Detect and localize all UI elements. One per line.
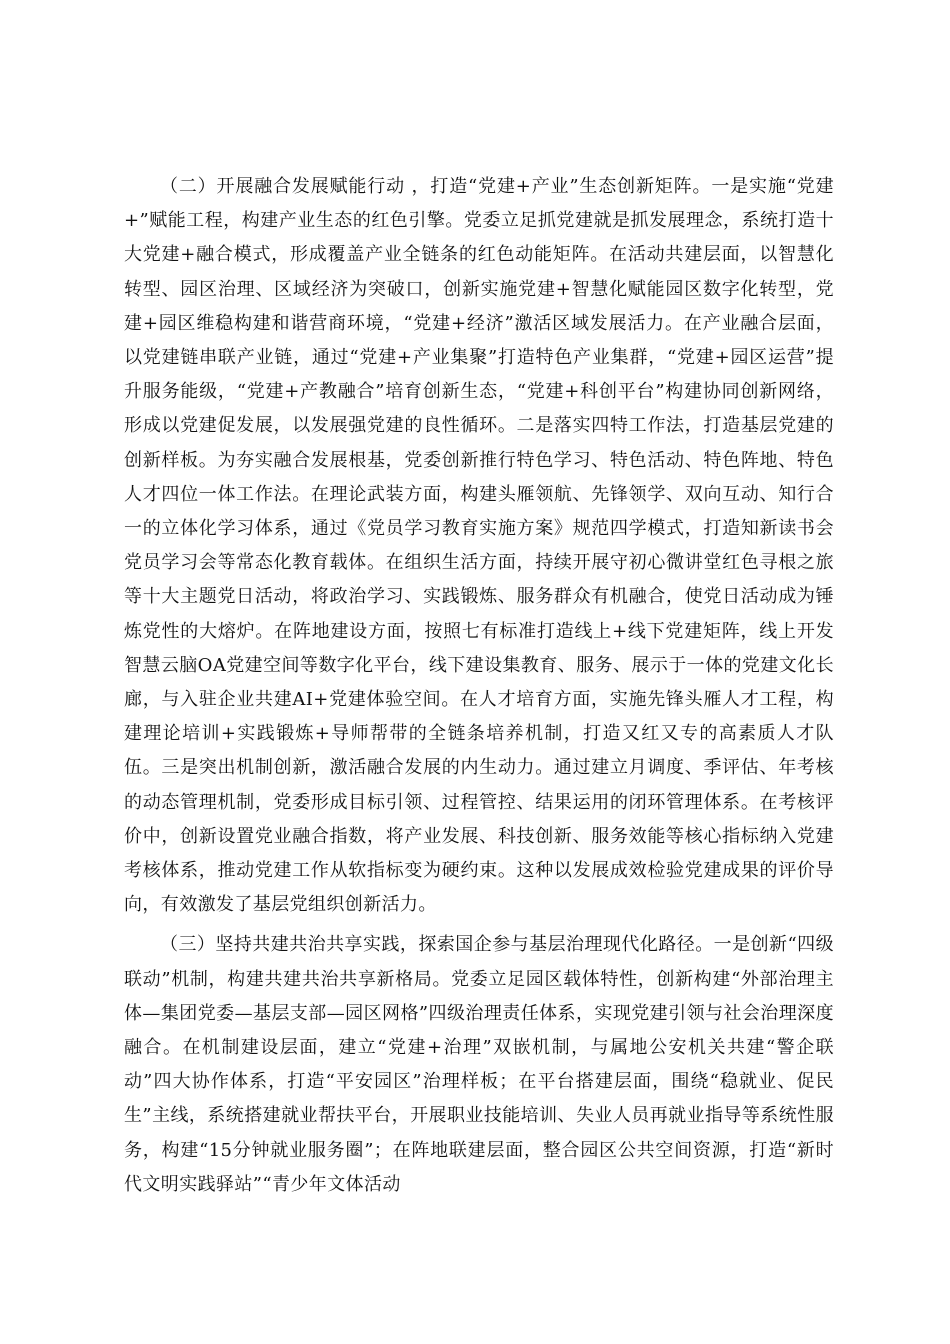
document-page bbox=[124, 170, 834, 1202]
paragraph-integration-action: （二）开展融合发展赋能行动 ，打造“党建+产业”生态创新矩阵。一是实施“党建+”赋能工程，构建产业生态的红色引擎。党委立足抓党建就是抓发展理念，系统打造十大党建+融合模式，形成覆盖产业全链条的红色动能矩阵。在活动共建层面，以智慧化转型、园区治理、区域经济为突破口，创新实施党建+智慧化赋能园区数字化转型，党建+园区维稳构建和谐营商环境，“党建+经济”激活区域发展活力。在产业融合层面，以党建链串联产业链，通过“党建+产业集聚”打造特色产业集群，“党建+园区运营”提升服务能级，“党建+产教融合”培育创新生态，“党建+科创平台”构建协同创新网络，形成以党建促发展，以发展强党建的良性循环。二是落实四特工作法，打造基层党建的创新样板。为夯实融合发展根基，党委创新推行特色学习、特色活动、特色阵地、特色人才四位一体工作法。在理论武装方面，构建头雁领航、先锋领学、双向互动、知行合一的立体化学习体系，通过《党员学习教育实施方案》规范四学模式，打造知新读书会党员学习会等常态化教育载体。在组织生活方面，持续开展守初心微讲堂红色寻根之旅等十大主题党日活动，将政治学习、实践锻炼、服务群众有机融合，使党日活动成为锤炼党性的大熔炉。在阵地建设方面，按照七有标准打造线上+线下党建矩阵，线上开发智慧云脑OA党建空间等数字化平台，线下建设集教育、服务、展示于一体的党建文化长廊，与入驻企业共建AI+党建体验空间。在人才培育方面，实施先锋头雁人才工程，构建理论培训+实践锻炼+导师帮带的全链条培养机制，打造又红又专的高素质人才队伍。三是突出机制创新，激活融合发展的内生动力。通过建立月调度、季评估、年考核的动态管理机制，党委形成目标引领、过程管控、结果运用的闭环管理体系。在考核评价中，创新设置党业融合指数，将产业发展、科技创新、服务效能等核心指标纳入党建考核体系，推动党建工作从软指标变为硬约束。这种以发展成效检验党建成果的评价导向，有效激发了基层党组织创新活力。 bbox=[124, 176, 834, 916]
paragraph-co-governance: （三）坚持共建共治共享实践，探索国企参与基层治理现代化路径。一是创新“四级联动”机制，构建共建共治共享新格局。党委立足园区载体特性，创新构建“外部治理主体—集团党委—基层支部—园区网格”四级治理责任体系，实现党建引领与社会治理深度融合。在机制建设层面，建立“党建+治理”双嵌机制，与属地公安机关共建“警企联动”四大协作体系，打造“平安园区”治理样板；在平台搭建层面，围绕“稳就业、促民生”主线，系统搭建就业帮扶平台，开展职业技能培训、失业人员再就业指导等系统性服务，构建“15分钟就业服务圈”；在阵地联建层面，整合园区公共空间资源，打造“新时代文明实践驿站”“青少年文体活动 bbox=[124, 934, 834, 1195]
